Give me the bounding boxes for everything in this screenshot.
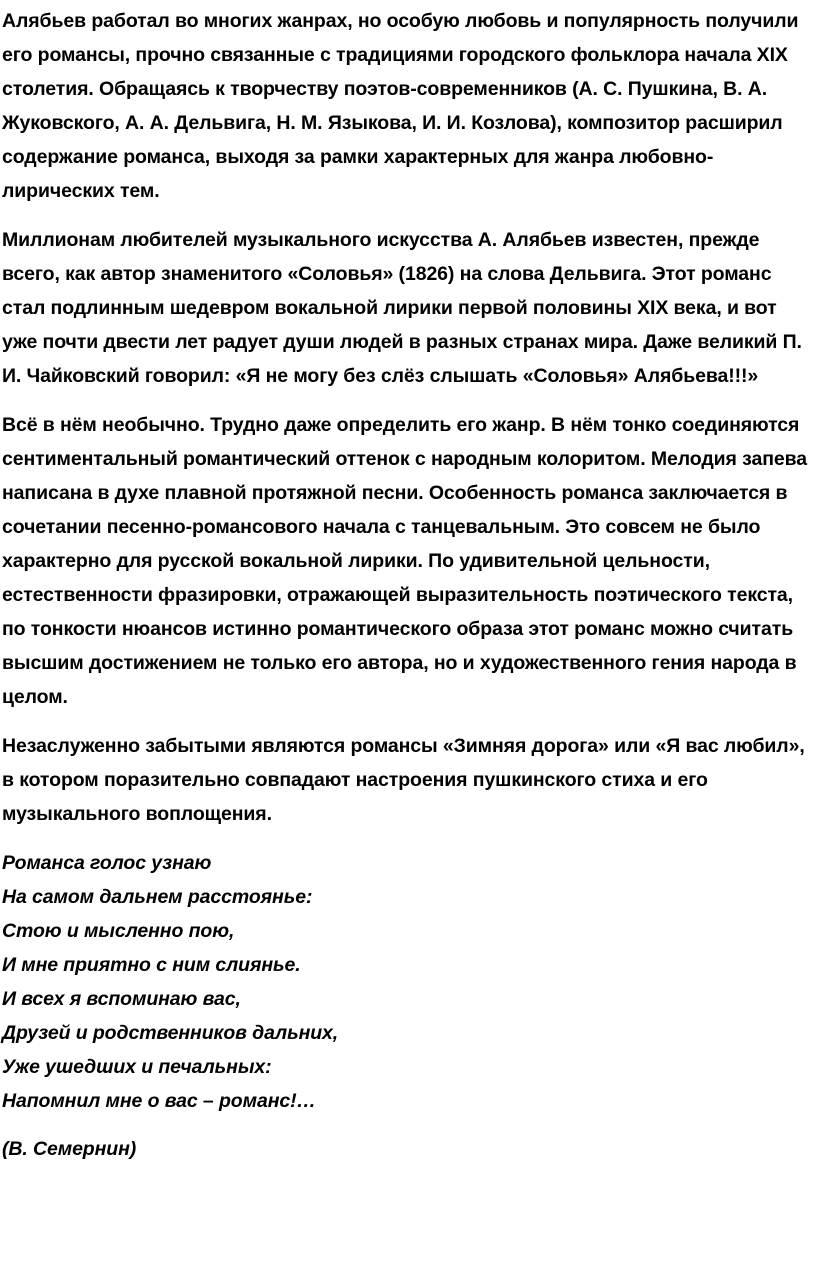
poem-line: Друзей и родственников дальних, <box>2 1022 339 1044</box>
paragraph-genres: Алябьев работал во многих жанрах, но особую любовь и популярность получили его романсы, прочно связанные с традициями городского фольклора начала XIX столетия. Обращаясь к творчеству поэтов-современников (А. С. Пушкина, В. А. Жуковского, А. А. Дельвига, Н. М. Языкова, И. И. Козлова), композитор расширил содержание романса, выходя за рамки характерных для жанра любовно-лирических тем. <box>2 10 799 202</box>
poem-line: Стою и мысленно пою, <box>2 920 235 942</box>
poem-line: Романса голос узнаю <box>2 852 212 874</box>
poem-line: И мне приятно с ним слиянье. <box>2 954 301 976</box>
paragraph-uniqueness: Всё в нём необычно. Трудно даже определить его жанр. В нём тонко соединяются сентиментальный романтический оттенок с народным колоритом. Мелодия запева написана в духе плавной протяжной песни. Особенность романса заключается в сочетании песенно-романсового начала с танцевальным. Это совсем не было характерно для русской вокальной лирики. По удивительной цельности, естественности фразировки, отражающей выразительность поэтического текста, по тонкости нюансов истинно романтического образа этот романс можно считать высшим достижением не только его автора, но и художественного гения народа в целом. <box>2 414 807 708</box>
poem-line: И всех я вспоминаю вас, <box>2 988 241 1010</box>
paragraph-nightingale: Миллионам любителей музыкального искусства А. Алябьев известен, прежде всего, как автор знаменитого «Соловья» (1826) на слова Дельвига. Этот романс стал подлинным шедевром вокальной лирики первой половины XIX века, и вот уже почти двести лет радует души людей в разных странах мира. Даже великий П. И. Чайковский говорил: «Я не могу без слёз слышать «Соловья» Алябьева!!!» <box>2 229 802 387</box>
poem-line: Уже ушедших и печальных: <box>2 1056 272 1078</box>
poem-author: (В. Семернин) <box>2 1138 137 1160</box>
paragraph-forgotten-romances: Незаслуженно забытыми являются романсы «Зимняя дорога» или «Я вас любил», в котором поразительно совпадают настроения пушкинского стиха и его музыкального воплощения. <box>2 735 805 825</box>
poem <box>2 846 814 1118</box>
poem-line: На самом дальнем расстоянье: <box>2 886 313 908</box>
poem-line: Напомнил мне о вас – романс!… <box>2 1090 316 1112</box>
